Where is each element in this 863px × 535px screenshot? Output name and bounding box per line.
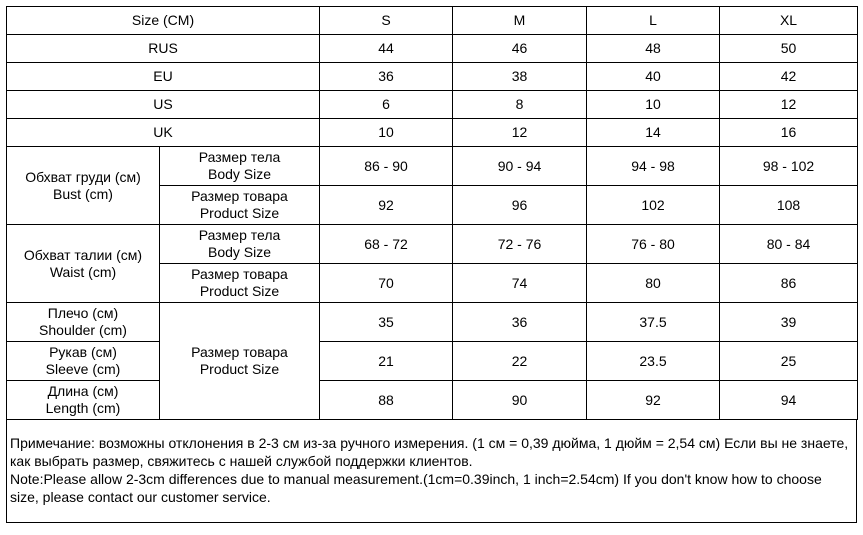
length-label [7, 381, 160, 420]
measure-type-en: Body Size [207, 244, 272, 260]
shoulder-label [7, 303, 160, 342]
measure-type-en: Product Size [199, 361, 280, 377]
table-row [7, 63, 858, 91]
table-cell: 14 [587, 119, 720, 147]
measure-type-product [160, 186, 320, 225]
measure-type-ru: Размер товара [191, 188, 288, 204]
measure-type-ru: Размер тела [198, 227, 281, 243]
table-row [7, 303, 858, 342]
table-cell: 23.5 [587, 342, 720, 381]
shoulder-label-en: Shoulder (cm) [39, 322, 127, 338]
size-table [6, 6, 858, 420]
measure-type-en: Product Size [199, 283, 280, 299]
table-cell: 102 [587, 186, 720, 225]
measure-type-body [160, 147, 320, 186]
table-cell: 12 [453, 119, 587, 147]
sleeve-label [7, 342, 160, 381]
table-cell: 86 [720, 264, 858, 303]
table-cell: 96 [453, 186, 587, 225]
table-cell: 50 [720, 35, 858, 63]
header-row [7, 7, 858, 35]
table-cell: 42 [720, 63, 858, 91]
table-cell: 6 [320, 91, 453, 119]
table-row [7, 342, 858, 381]
measure-type-ru: Размер товара [191, 344, 288, 360]
sleeve-label-en: Sleeve (cm) [45, 361, 121, 377]
note-en-line2: size, please contact our customer service. [10, 489, 271, 505]
measure-type-en: Body Size [207, 166, 272, 182]
table-row [7, 225, 858, 264]
table-cell: 92 [320, 186, 453, 225]
waist-label-ru: Обхват талии (см) [23, 246, 143, 263]
table-cell: 90 - 94 [453, 147, 587, 186]
waist-label-en: Waist (cm) [49, 263, 117, 280]
table-cell: 37.5 [587, 303, 720, 342]
table-cell: 10 [587, 91, 720, 119]
table-cell: 70 [320, 264, 453, 303]
table-cell: 90 [453, 381, 587, 420]
table-cell: 92 [587, 381, 720, 420]
row-label-eu: EU [7, 63, 320, 91]
table-row [7, 119, 858, 147]
measure-type-ru: Размер тела [198, 149, 281, 165]
measure-type-ru: Размер товара [191, 266, 288, 282]
table-row [7, 35, 858, 63]
table-cell: 74 [453, 264, 587, 303]
row-label-us: US [7, 91, 320, 119]
table-cell: 25 [720, 342, 858, 381]
note-ru-line1: Примечание: возможны отклонения в 2-3 см из-за ручного измерения. (1 см = 0,39 дюйма, 1 дюйм = 2,54 см) Если вы не знаете, [10, 435, 849, 451]
table-cell: 16 [720, 119, 858, 147]
note-en-line1: Note:Please allow 2-3cm differences due to manual measurement.(1cm=0.39inch, 1 inch=2.54cm) If you don't know how to choose [10, 471, 822, 487]
length-label-en: Length (cm) [45, 400, 121, 416]
table-cell: 10 [320, 119, 453, 147]
measure-type-en: Product Size [199, 205, 280, 221]
table-row [7, 381, 858, 420]
table-cell: 94 - 98 [587, 147, 720, 186]
size-header-s: S [320, 7, 453, 35]
bust-label-en: Bust (cm) [53, 185, 113, 202]
bust-label [7, 147, 160, 225]
table-cell: 80 [587, 264, 720, 303]
size-header-m: M [453, 7, 587, 35]
table-cell: 80 - 84 [720, 225, 858, 264]
row-label-rus: RUS [7, 35, 320, 63]
table-cell: 76 - 80 [587, 225, 720, 264]
table-cell: 46 [453, 35, 587, 63]
table-cell: 86 - 90 [320, 147, 453, 186]
table-cell: 72 - 76 [453, 225, 587, 264]
table-row [7, 147, 858, 186]
table-cell: 48 [587, 35, 720, 63]
size-header-label: Size (CM) [7, 7, 320, 35]
size-chart [6, 6, 858, 523]
table-cell: 39 [720, 303, 858, 342]
table-cell: 44 [320, 35, 453, 63]
measurement-note [6, 420, 857, 523]
table-cell: 98 - 102 [720, 147, 858, 186]
table-cell: 68 - 72 [320, 225, 453, 264]
table-cell: 8 [453, 91, 587, 119]
table-cell: 36 [320, 63, 453, 91]
table-cell: 40 [587, 63, 720, 91]
length-label-ru: Длина (см) [47, 383, 119, 399]
measure-type-body [160, 225, 320, 264]
table-cell: 38 [453, 63, 587, 91]
measure-type-product [160, 303, 320, 420]
waist-label [7, 225, 160, 303]
size-header-l: L [587, 7, 720, 35]
note-ru-line2: как выбрать размер, свяжитесь с нашей службой поддержки клиентов. [10, 453, 473, 469]
sleeve-label-ru: Рукав (см) [49, 344, 117, 360]
table-cell: 21 [320, 342, 453, 381]
table-cell: 22 [453, 342, 587, 381]
shoulder-label-ru: Плечо (см) [47, 305, 119, 321]
size-header-xl: XL [720, 7, 858, 35]
table-cell: 36 [453, 303, 587, 342]
table-cell: 94 [720, 381, 858, 420]
bust-label-ru: Обхват груди (см) [25, 168, 141, 185]
table-cell: 108 [720, 186, 858, 225]
table-cell: 88 [320, 381, 453, 420]
table-cell: 35 [320, 303, 453, 342]
row-label-uk: UK [7, 119, 320, 147]
table-cell: 12 [720, 91, 858, 119]
measure-type-product [160, 264, 320, 303]
table-row [7, 91, 858, 119]
